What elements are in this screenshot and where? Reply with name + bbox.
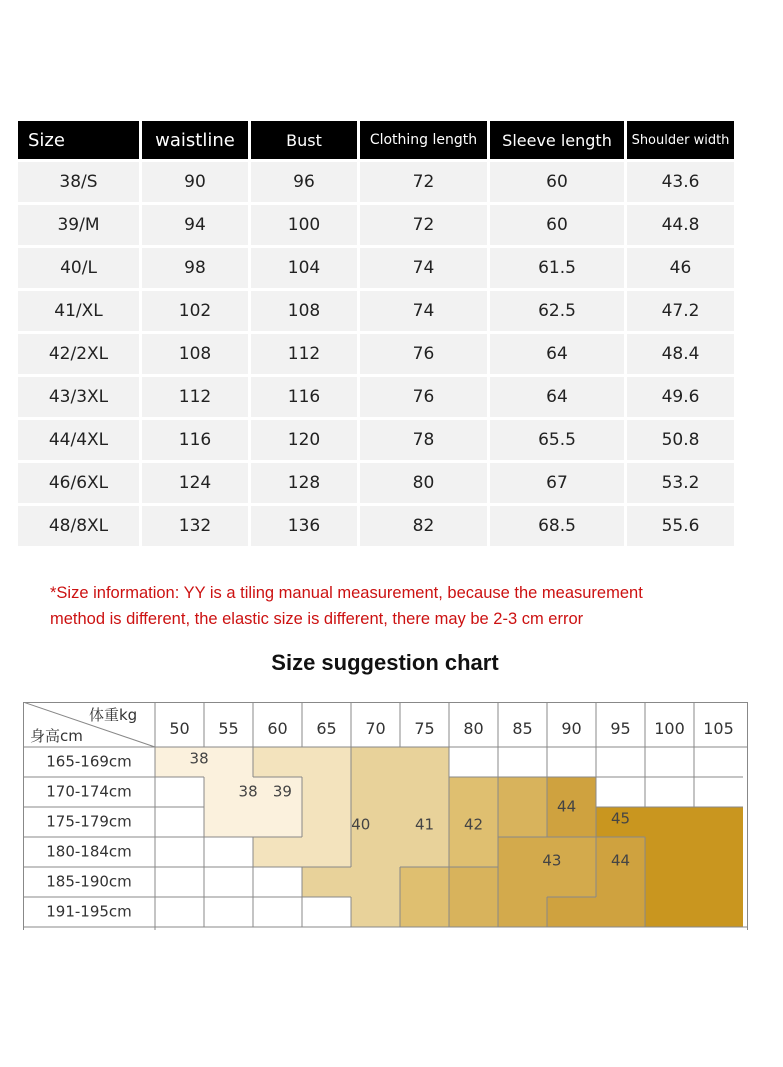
weight-tick-label: 85	[512, 718, 533, 738]
measurement-cell: 46	[627, 248, 734, 288]
measurement-cell: 64	[490, 334, 624, 374]
measurement-cell: 44.8	[627, 205, 734, 245]
table-row	[18, 506, 734, 546]
table-row	[18, 291, 734, 331]
size-region-cell	[253, 807, 302, 837]
weight-tick-label: 60	[267, 718, 288, 738]
measurement-cell: 55.6	[627, 506, 734, 546]
measurement-cell: 132	[142, 506, 248, 546]
size-cell: 42/2XL	[18, 334, 139, 374]
height-row-label: 185-190cm	[46, 872, 132, 891]
measurement-cell: 49.6	[627, 377, 734, 417]
measurement-cell: 80	[360, 463, 487, 503]
size-cell: 39/M	[18, 205, 139, 245]
measurement-cell: 61.5	[490, 248, 624, 288]
size-region-cell	[351, 777, 400, 807]
measurement-cell: 116	[251, 377, 357, 417]
header-bust: Bust	[251, 121, 357, 159]
measurement-cell: 116	[142, 420, 248, 460]
size-region-cell	[645, 837, 694, 867]
size-region-cell	[302, 777, 351, 807]
size-region-cell	[449, 837, 498, 867]
size-region-cell	[204, 807, 253, 837]
measurement-cell: 96	[251, 162, 357, 202]
size-region-cell	[449, 867, 498, 897]
corner-height-label: 身高cm	[30, 727, 83, 745]
size-region-cell	[547, 897, 596, 927]
weight-tick-label: 75	[414, 718, 435, 738]
size-suggestion-chart	[23, 702, 748, 930]
table-row	[18, 248, 734, 288]
height-row-label: 175-179cm	[46, 812, 132, 831]
size-region-cell	[302, 807, 351, 837]
measurement-cell: 128	[251, 463, 357, 503]
table-row	[18, 334, 734, 374]
measurement-cell: 74	[360, 291, 487, 331]
table-row	[18, 463, 734, 503]
size-region-cell	[351, 867, 400, 897]
size-region-cell	[302, 837, 351, 867]
weight-tick-label: 90	[561, 718, 582, 738]
height-row-label: 180-184cm	[46, 842, 132, 861]
measurement-cell: 102	[142, 291, 248, 331]
size-region-cell	[498, 867, 547, 897]
measurement-cell: 65.5	[490, 420, 624, 460]
weight-tick-label: 100	[654, 718, 685, 738]
size-region-cell	[498, 777, 547, 807]
size-region-label: 41	[414, 815, 435, 834]
weight-tick-label: 55	[218, 718, 239, 738]
measurement-cell: 53.2	[627, 463, 734, 503]
size-cell: 41/XL	[18, 291, 139, 331]
measurement-cell: 76	[360, 377, 487, 417]
size-note-line-2: method is different, the elastic size is different, there may be 2-3 cm error	[50, 610, 584, 628]
size-cell: 43/3XL	[18, 377, 139, 417]
measurement-cell: 108	[251, 291, 357, 331]
measurement-cell: 78	[360, 420, 487, 460]
size-region-cell	[400, 837, 449, 867]
measurement-cell: 64	[490, 377, 624, 417]
weight-tick-label: 50	[169, 718, 190, 738]
size-region-cell	[449, 897, 498, 927]
size-region-cell	[302, 867, 351, 897]
size-region-cell	[351, 897, 400, 927]
measurement-cell: 98	[142, 248, 248, 288]
header-sleeve-length: Sleeve length	[490, 121, 624, 159]
height-row-label: 165-169cm	[46, 752, 132, 771]
table-row	[18, 162, 734, 202]
size-region-label: 43	[542, 851, 562, 870]
header-clothing-length: Clothing length	[360, 121, 487, 159]
measurement-cell: 62.5	[490, 291, 624, 331]
table-row	[18, 420, 734, 460]
size-region-label: 42	[463, 815, 484, 834]
measurement-cell: 72	[360, 205, 487, 245]
measurement-cell: 112	[142, 377, 248, 417]
measurement-cell: 94	[142, 205, 248, 245]
size-region-cell	[645, 807, 694, 837]
size-region-cell	[253, 837, 302, 867]
size-region-cell	[449, 777, 498, 807]
size-table-header-row	[18, 121, 734, 159]
size-region-cell	[400, 747, 449, 777]
header-size: Size	[18, 121, 139, 159]
measurement-cell: 48.4	[627, 334, 734, 374]
size-note-line-1: *Size information: YY is a tiling manual measurement, because the measurement	[50, 584, 643, 602]
measurement-cell: 112	[251, 334, 357, 374]
size-region-label: 38	[238, 782, 258, 801]
measurement-cell: 124	[142, 463, 248, 503]
size-cell: 44/4XL	[18, 420, 139, 460]
measurement-cell: 47.2	[627, 291, 734, 331]
weight-tick-label: 65	[316, 718, 337, 738]
size-cell: 46/6XL	[18, 463, 139, 503]
size-region-cell	[253, 747, 302, 777]
size-region-cell	[694, 897, 743, 927]
size-table-body	[18, 162, 734, 546]
header-waistline: waistline	[142, 121, 248, 159]
weight-tick-label: 105	[703, 718, 734, 738]
measurement-cell: 68.5	[490, 506, 624, 546]
size-region-label: 38	[189, 749, 209, 768]
size-region-cell	[645, 897, 694, 927]
table-row	[18, 377, 734, 417]
size-region-cell	[596, 867, 645, 897]
measurement-cell: 82	[360, 506, 487, 546]
measurement-cell: 60	[490, 162, 624, 202]
size-table	[15, 118, 737, 549]
weight-tick-label: 80	[463, 718, 484, 738]
measurement-cell: 108	[142, 334, 248, 374]
size-region-cell	[204, 747, 253, 777]
height-row-label: 170-174cm	[46, 782, 132, 801]
size-region-cell	[596, 897, 645, 927]
size-region-label: 44	[557, 797, 577, 816]
size-region-cell	[400, 867, 449, 897]
weight-tick-label: 70	[365, 718, 386, 738]
size-region-cell	[400, 897, 449, 927]
suggestion-chart-title: Size suggestion chart	[271, 650, 499, 675]
table-row	[18, 205, 734, 245]
size-region-cell	[498, 837, 547, 867]
size-region-label: 44	[610, 851, 631, 870]
measurement-cell: 43.6	[627, 162, 734, 202]
measurement-cell: 50.8	[627, 420, 734, 460]
size-region-cell	[694, 837, 743, 867]
size-cell: 38/S	[18, 162, 139, 202]
size-cell: 40/L	[18, 248, 139, 288]
measurement-cell: 67	[490, 463, 624, 503]
size-region-cell	[645, 867, 694, 897]
size-cell: 48/8XL	[18, 506, 139, 546]
measurement-cell: 104	[251, 248, 357, 288]
corner-weight-label: 体重kg	[89, 706, 138, 724]
measurement-cell: 120	[251, 420, 357, 460]
weight-tick-label: 95	[610, 718, 631, 738]
size-region-cell	[400, 777, 449, 807]
measurement-cell: 72	[360, 162, 487, 202]
measurement-cell: 74	[360, 248, 487, 288]
size-region-label: 39	[272, 782, 292, 801]
measurement-cell: 60	[490, 205, 624, 245]
size-region-cell	[302, 747, 351, 777]
size-note	[50, 580, 750, 632]
measurement-cell: 136	[251, 506, 357, 546]
measurement-cell: 100	[251, 205, 357, 245]
measurement-cell: 76	[360, 334, 487, 374]
measurement-cell: 90	[142, 162, 248, 202]
size-region-label: 40	[351, 815, 371, 834]
size-region-cell	[694, 867, 743, 897]
size-region-cell	[498, 807, 547, 837]
header-shoulder-width: Shoulder width	[627, 121, 734, 159]
size-region-cell	[351, 837, 400, 867]
size-region-cell	[351, 747, 400, 777]
size-region-label: 45	[610, 809, 631, 828]
size-region-cell	[694, 807, 743, 837]
size-region-cell	[498, 897, 547, 927]
size-region-cell	[547, 867, 596, 897]
height-row-label: 191-195cm	[46, 902, 132, 921]
